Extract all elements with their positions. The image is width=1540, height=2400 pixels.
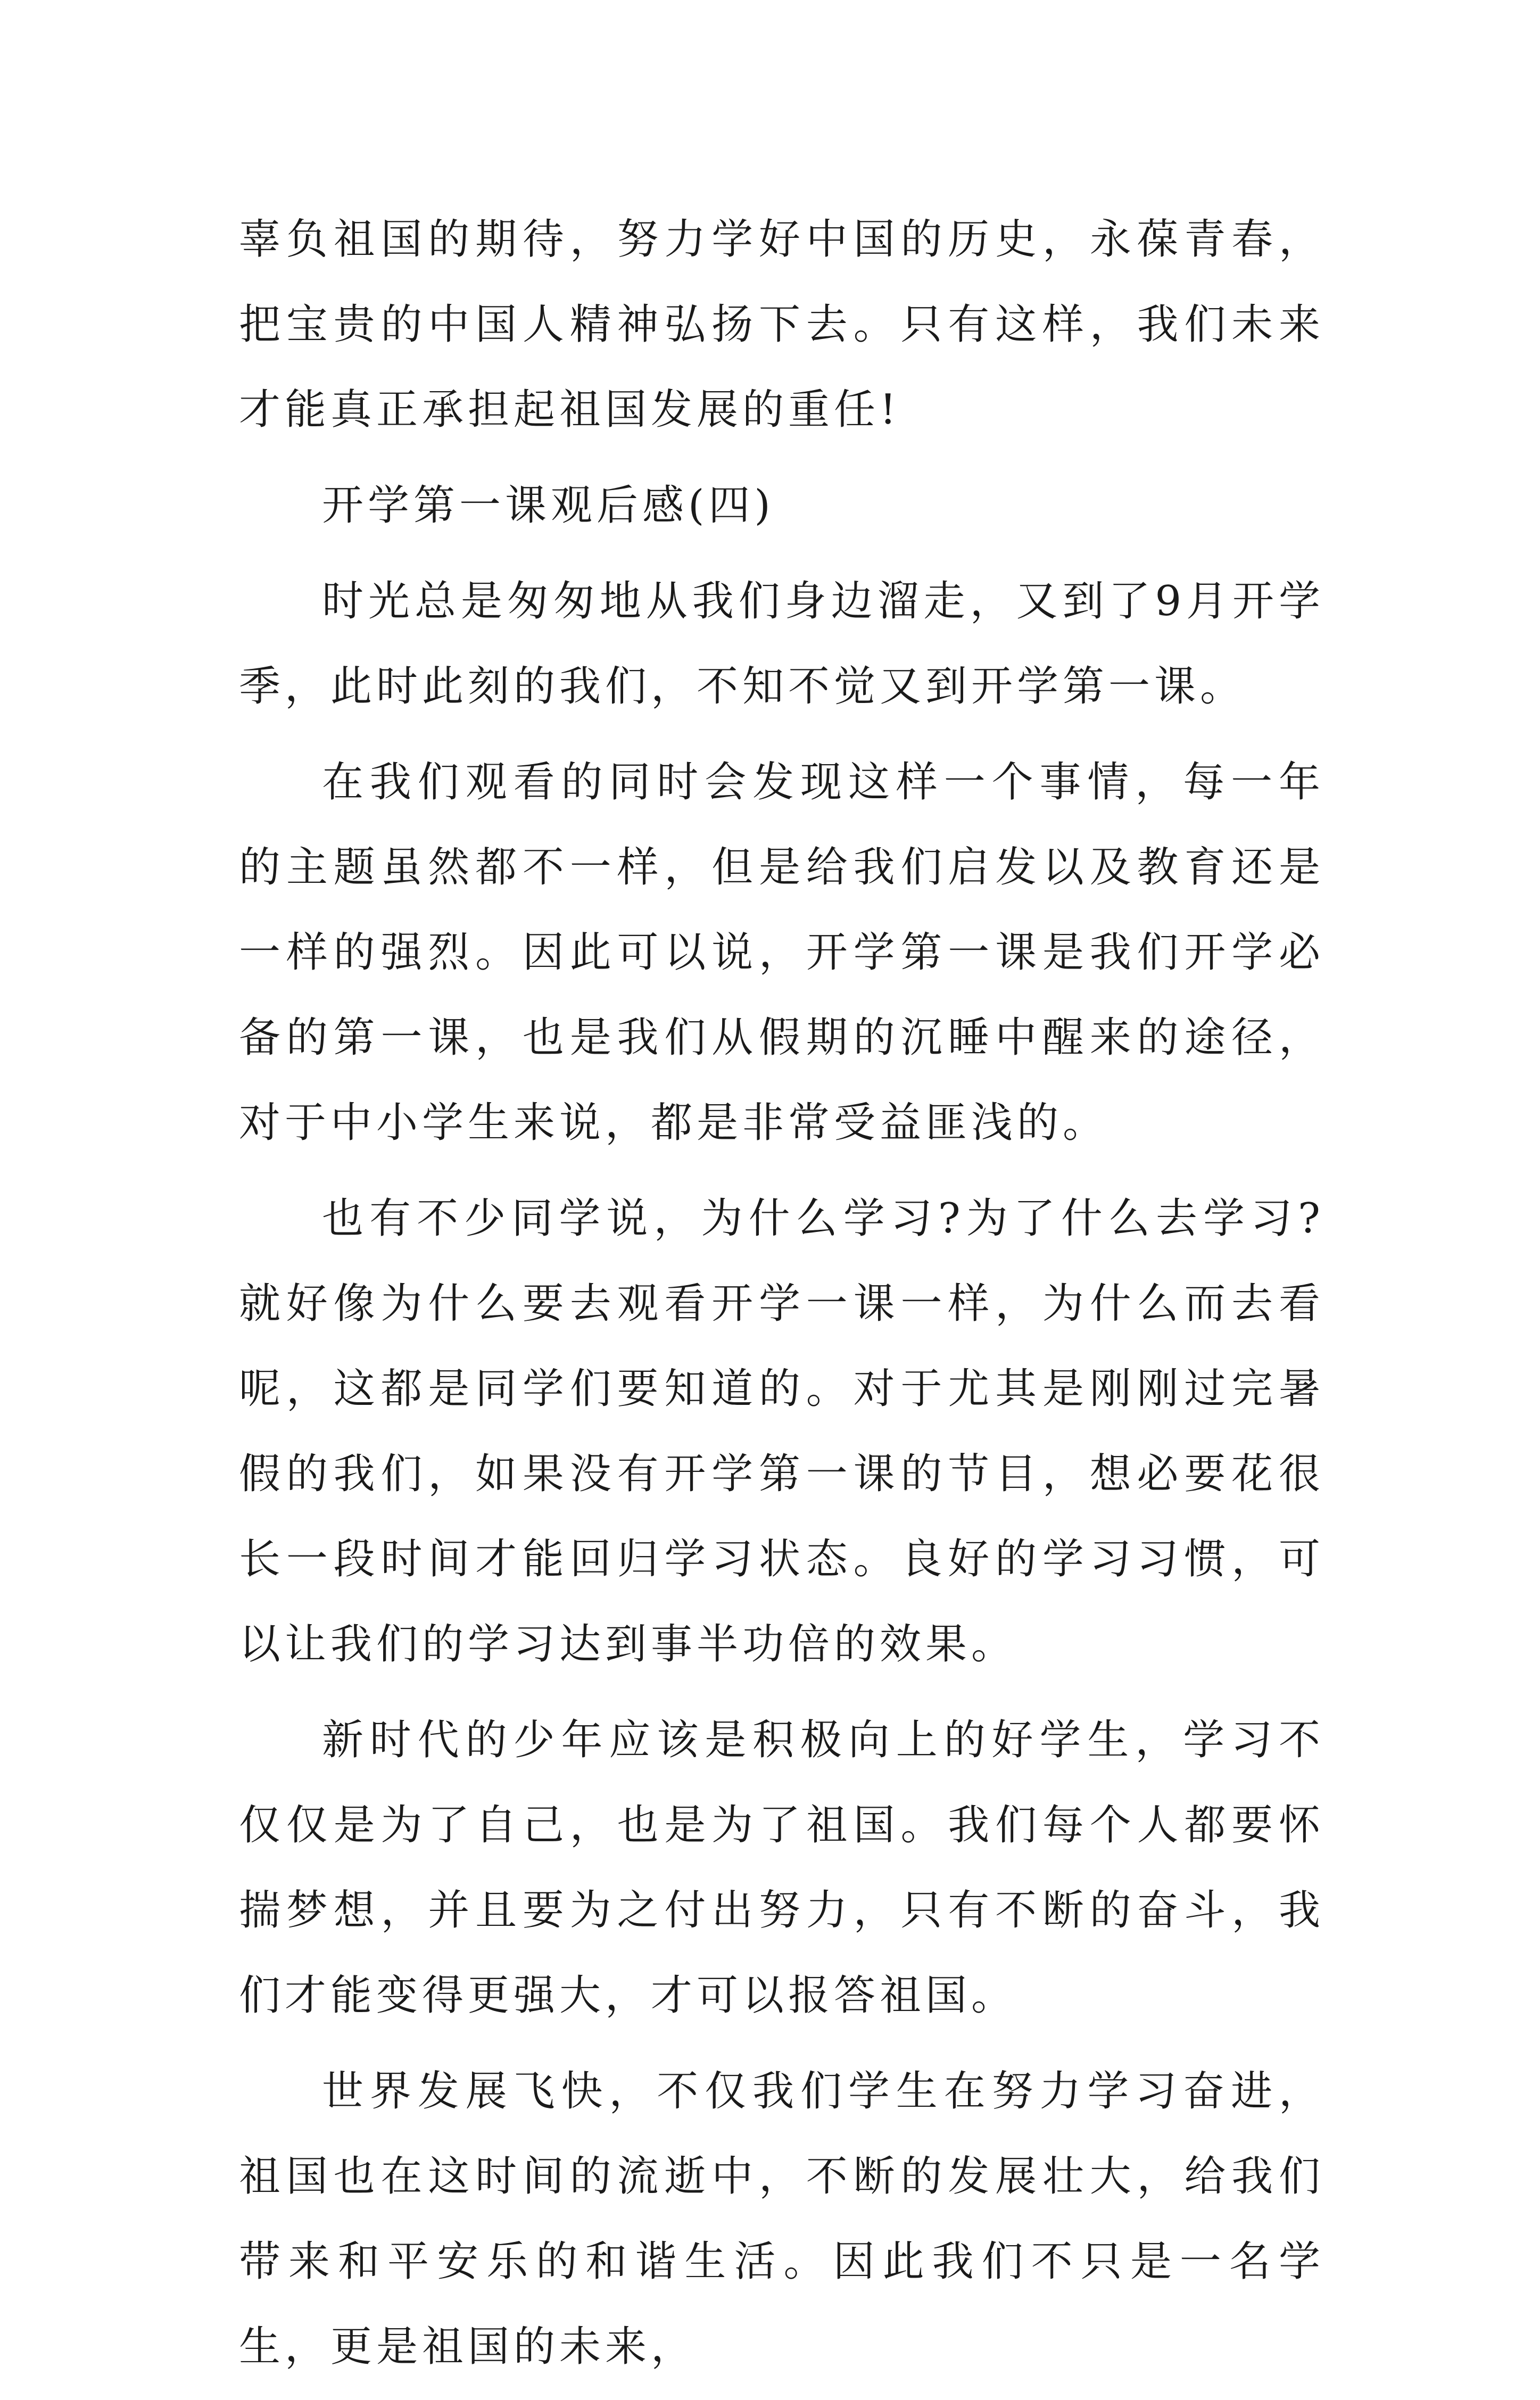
paragraph: 在我们观看的同时会发现这样一个事情，每一年的主题虽然都不一样，但是给我们启发以及教育还是一样的强烈。因此可以说，开学第一课是我们开学必备的第一课，也是我们从假期的沉睡中醒来的途径，对于中小学生来说，都是非常受益匪浅的。 — [239, 758, 1324, 1147]
document-body — [239, 197, 1324, 2400]
paragraph: 时光总是匆匆地从我们身边溜走，又到了9月开学季，此时此刻的我们，不知不觉又到开学第一课。 — [239, 577, 1324, 710]
section-heading: 开学第一课观后感(四) — [322, 482, 775, 529]
paragraph: 也有不少同学说，为什么学习?为了什么去学习?就好像为什么要去观看开学一课一样，为什么而去看呢，这都是同学们要知道的。对于尤其是刚刚过完暑假的我们，如果没有开学第一课的节目，想必要花很长一段时间才能回归学习状态。良好的学习习惯，可以让我们的学习达到事半功倍的效果。 — [239, 1195, 1324, 1668]
paragraph: 世界发展飞快，不仅我们学生在努力学习奋进，祖国也在这时间的流逝中，不断的发展壮大，给我们带来和平安乐的和谐生活。因此我们不只是一名学生，更是祖国的未来， — [239, 2067, 1324, 2371]
paragraph-continuation: 辜负祖国的期待，努力学好中国的历史，永葆青春，把宝贵的中国人精神弘扬下去。只有这样，我们未来才能真正承担起祖国发展的重任! — [239, 216, 1324, 434]
paragraph: 新时代的少年应该是积极向上的好学生，学习不仅仅是为了自己，也是为了祖国。我们每个人都要怀揣梦想，并且要为之付出努力，只有不断的奋斗，我们才能变得更强大，才可以报答祖国。 — [239, 1716, 1324, 2020]
